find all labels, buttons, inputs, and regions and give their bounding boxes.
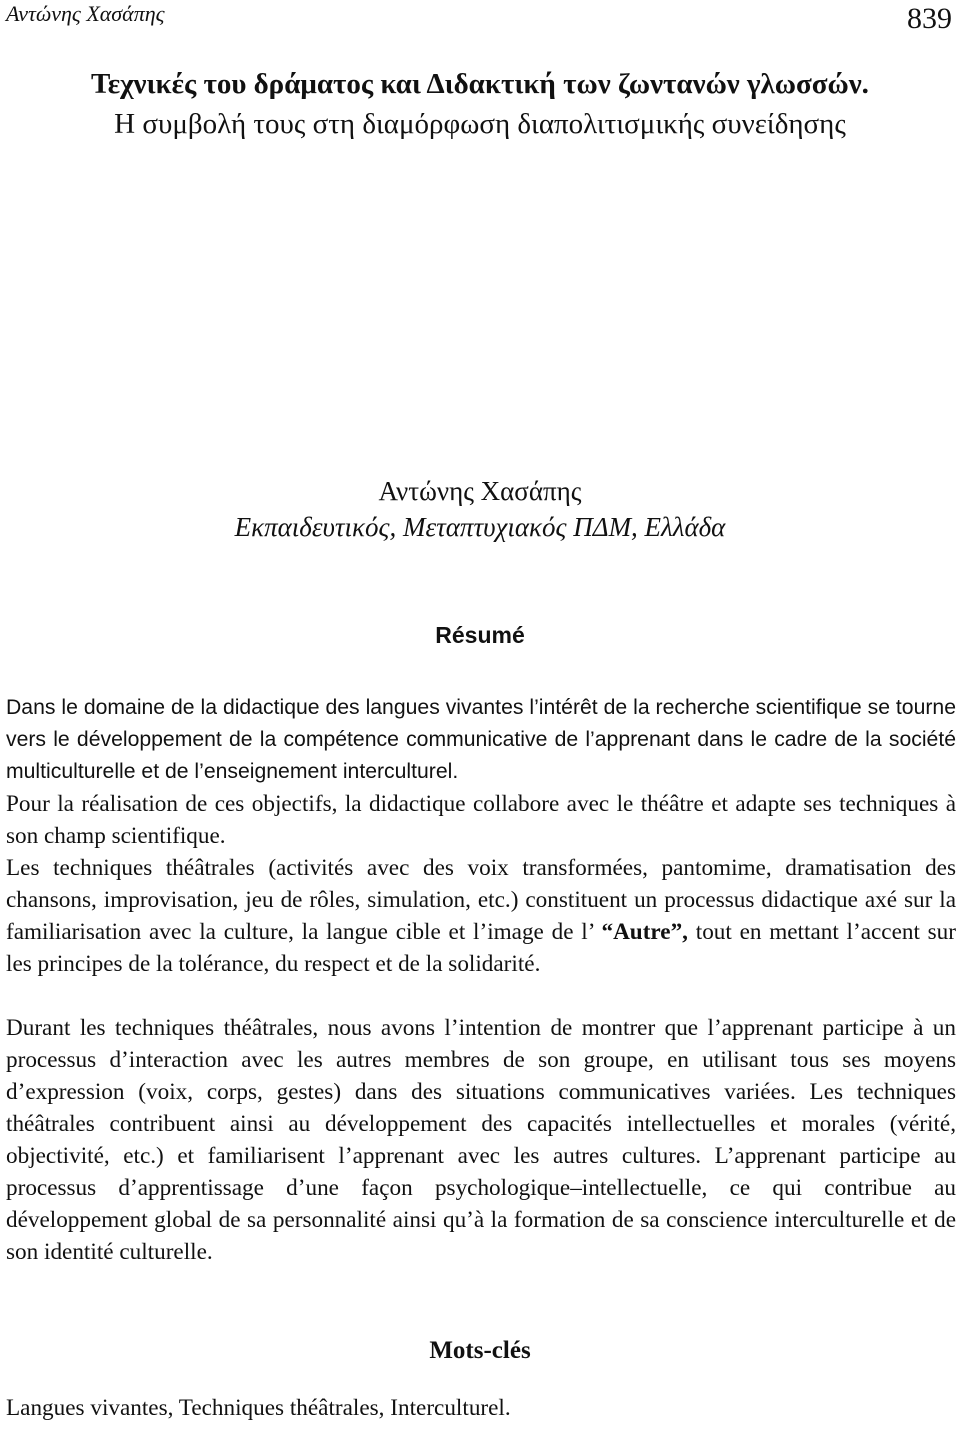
paper-title [0,66,960,102]
abstract-paragraph-1: Dans le domaine de la didactique des langues vivantes l’intérêt de la recherche scientifique se tourne vers le développement de la compétence communicative de l’apprenant dans le cadre de la société multiculturelle et de l’enseignement interculturel. [6,696,956,783]
abstract-paragraph-2 [6,852,956,980]
running-header [6,0,954,40]
keywords-text: Langues vivantes, Techniques théâtrales, Interculturel. [6,1395,511,1421]
autre-emphasis: “Autre”, [601,919,688,945]
author-name: Αντώνης Χασάπης [378,476,582,506]
title-line-1: Τεχνικές του δράματος και Διδακτική των ζωντανών γλωσσών. [91,68,869,100]
keywords-heading: Mots-clés [429,1337,531,1364]
page-number: 839 [907,2,952,35]
abstract-paragraph-1b: Pour la réalisation de ces objectifs, la didactique collabore avec le théâtre et adapte ses techniques à son champ scientifique. [6,791,956,849]
abstract-paragraph-2-start: Les techniques théâtrales (activités avec des voix transformées, pantomime, dramatisation des chansons, improvisation, jeu de rôles, simulation, etc.) constituent un processus didactique axé sur la familiarisation avec la culture, la langue cible et l’image de l’ [6,855,956,945]
paper-subtitle-block [0,106,960,142]
author-affiliation: Εκπαιδευτικός, Μεταπτυχιακός ΠΔΜ, Ελλάδα [234,512,726,542]
resume-heading: Résumé [435,622,525,648]
header-author: Αντώνης Χασάπης [6,1,165,26]
abstract-paragraph-2-end: tout en mettant l’accent sur les principes de la tolérance, du respect et de la solidarité. [6,919,956,977]
title-line-2: Η συμβολή τους στη διαμόρφωση διαπολιτισμικής συνείδησης [114,108,846,140]
abstract-paragraph-3: Durant les techniques théâtrales, nous avons l’intention de montrer que l’apprenant participe à un processus d’interaction avec les autres membres de son groupe, en utilisant tous ses moyens d’expression (voix, corps, gestes) dans des situations communicatives variées. Les techniques théâtrales contribuent ainsi au développement des capacités intellectuelles et morales (vérité, objectivité, etc.) et familiarisent l’apprenant avec les autres cultures. L’apprenant participe au processus d’apprentissage d’une façon psychologique–intellectuelle, ce qui contribue au développement global de sa personnalité ainsi qu’à la formation de sa conscience interculturelle et de son identité culturelle. [6,1015,956,1265]
